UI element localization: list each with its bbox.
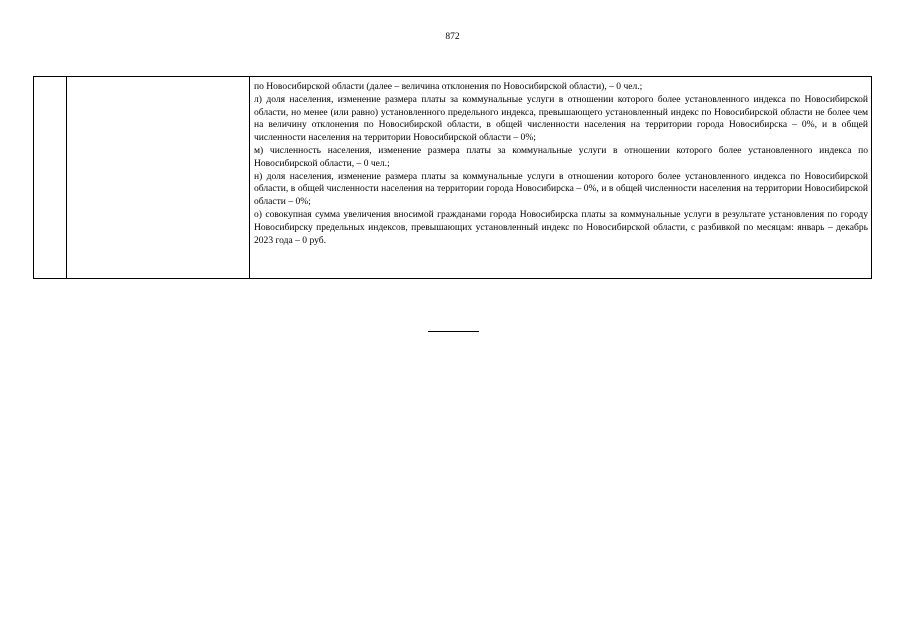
paragraph-l: л) доля населения, изменение размера платы за коммунальные услуги в отношении которого более установленного индекса по Новосибирской области, но менее (или равно) установленного предельного индекса, превышающего установленный индекс по Новосибирской области не более чем на величину отклонения по Новосибирской области, в общей численности населения на территории города Новосибирска – 0%, и в общей численности населения на территории Новосибирской области – 0%; (254, 93, 868, 144)
table-cell-text (250, 77, 872, 279)
table-row (34, 77, 872, 279)
page-number: 872 (445, 32, 460, 42)
paragraph-o: о) совокупная сумма увеличения вносимой гражданами города Новосибирска платы за коммунальные услуги в результате установления по городу Новосибирску предельных индексов, превышающих установленный индекс по Новосибирской области, с разбивкой по месяцам: январь – декабрь 2023 года – 0 руб. (254, 208, 868, 246)
document-table (33, 76, 872, 279)
table-cell-name (67, 77, 250, 279)
paragraph-m: м) численность населения, изменение размера платы за коммунальные услуги в отношении которого более установленного индекса по Новосибирской области, – 0 чел.; (254, 144, 868, 169)
paragraph-n: н) доля населения, изменение размера платы за коммунальные услуги в отношении которого более установленного индекса по Новосибирской области, в общей численности населения на территории города Новосибирска – 0%, и в общей численности населения на территории Новосибирской области – 0%; (254, 170, 868, 208)
paragraph-k-continuation: по Новосибирской области (далее – величина отклонения по Новосибирской области), – 0 чел.; (254, 81, 643, 92)
table-cell-number (34, 77, 67, 279)
end-rule-divider (428, 331, 479, 332)
